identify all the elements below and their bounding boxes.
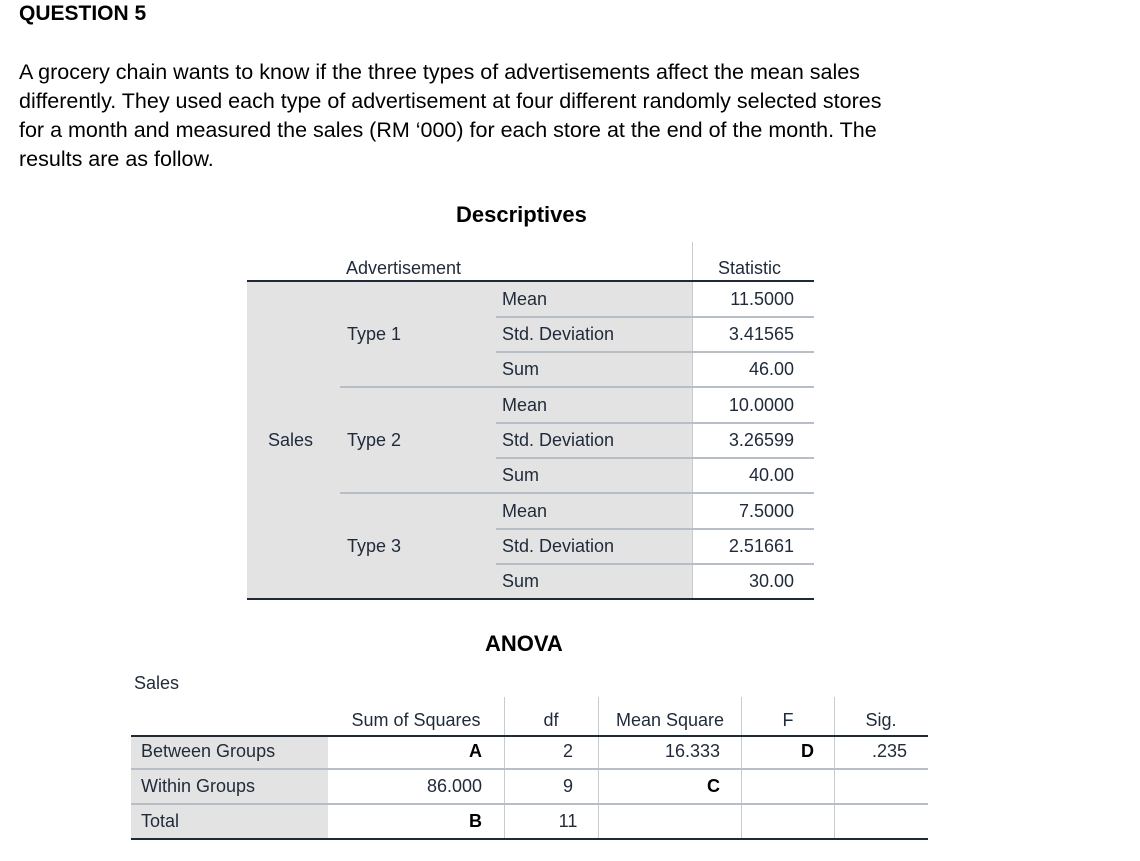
row-rule [131, 768, 928, 770]
descriptives-label-block [247, 282, 693, 598]
f-cell: D [801, 741, 814, 761]
question-line: results are as follow. [19, 147, 214, 171]
stat-value: 3.41565 [728, 324, 794, 344]
stat-value: 11.5000 [730, 289, 794, 309]
question-title: QUESTION 5 [19, 2, 147, 25]
header-rule [131, 735, 928, 737]
group-label-type-2: Type 2 [347, 430, 402, 450]
col-header-mean-square: Mean Square [615, 710, 725, 730]
stat-label: Mean [502, 289, 548, 309]
question-line: A grocery chain wants to know if the three types of advertisements affect the mean sales [19, 60, 860, 84]
stat-label: Sum [502, 571, 540, 591]
row-rule [131, 803, 928, 805]
stat-label: Std. Deviation [502, 430, 615, 450]
column-divider [692, 242, 693, 598]
question-text [19, 58, 1059, 174]
ss-cell: B [469, 811, 482, 831]
stat-value: 10.0000 [728, 395, 794, 415]
stat-label: Sum [502, 465, 540, 485]
source-within-groups: Within Groups [141, 776, 256, 796]
sig-cell: .235 [871, 741, 907, 761]
table-bottom-rule [247, 598, 814, 600]
group-label-type-3: Type 3 [347, 536, 402, 556]
source-total: Total [141, 811, 180, 831]
table-bottom-rule [131, 838, 928, 840]
group-label-type-1: Type 1 [347, 324, 402, 344]
col-header-sig: Sig. [865, 710, 897, 730]
question-line: differently. They used each type of advertisement at four different randomly selected stores [19, 89, 882, 113]
anova-title: ANOVA [485, 631, 563, 656]
col-header-df: df [543, 710, 559, 730]
df-cell: 11 [558, 811, 578, 831]
row-rule [496, 457, 814, 459]
col-header-sum-of-squares: Sum of Squares [351, 710, 481, 730]
header-rule [247, 280, 814, 282]
row-rule [496, 351, 814, 353]
stat-label: Std. Deviation [502, 324, 615, 344]
stat-label: Std. Deviation [502, 536, 615, 556]
col-header-f: F [782, 710, 794, 730]
ss-cell: 86.000 [426, 776, 482, 796]
row-group-sales: Sales [268, 430, 314, 450]
descriptives-title: Descriptives [456, 202, 587, 227]
row-rule [496, 528, 814, 530]
group-rule [340, 386, 814, 388]
stat-label: Mean [502, 395, 548, 415]
ms-cell: 16.333 [664, 741, 720, 761]
col-header-advertisement: Advertisement [346, 258, 462, 278]
row-rule [496, 316, 814, 318]
stat-value: 40.00 [748, 465, 794, 485]
question-line: for a month and measured the sales (RM ‘000) for each store at the end of the month. The [19, 118, 877, 142]
df-cell: 9 [562, 776, 573, 796]
row-rule [496, 563, 814, 565]
col-header-statistic: Statistic [718, 258, 782, 278]
stat-label: Mean [502, 501, 548, 521]
stat-label: Sum [502, 359, 540, 379]
row-rule [496, 422, 814, 424]
anova-dependent-label: Sales [134, 673, 180, 693]
ss-cell: A [469, 741, 482, 761]
stat-value: 2.51661 [728, 536, 794, 556]
df-cell: 2 [562, 741, 573, 761]
group-rule [340, 492, 814, 494]
stat-value: 7.5000 [738, 501, 794, 521]
stat-value: 30.00 [748, 571, 794, 591]
source-between-groups: Between Groups [141, 741, 276, 761]
stat-value: 3.26599 [728, 430, 794, 450]
stat-value: 46.00 [748, 359, 794, 379]
ms-cell: C [707, 776, 720, 796]
